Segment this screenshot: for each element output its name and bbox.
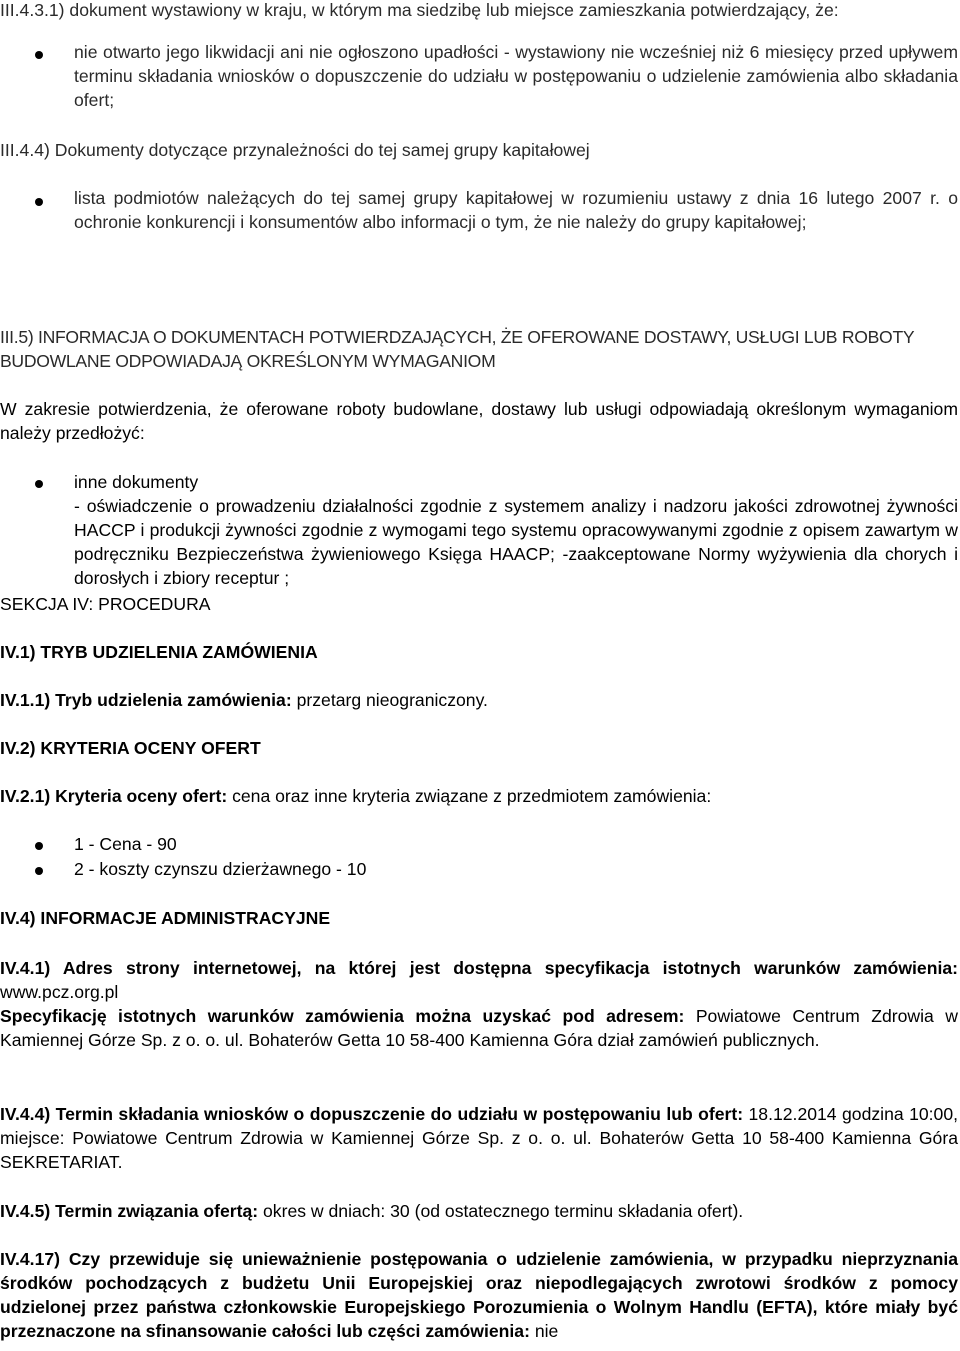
field-value: nie	[529, 1321, 559, 1341]
field-iv-4-5	[0, 1199, 958, 1223]
field-label: IV.1.1) Tryb udzielenia zamówienia:	[0, 690, 292, 710]
bullet-icon	[35, 198, 43, 206]
field-iv-2-1	[0, 784, 958, 808]
field-siwz-address	[0, 1004, 958, 1052]
field-iv-1-1	[0, 688, 958, 712]
field-value: 18.12.2014 godzina 10:00, miejsce: Powiatowe Centrum Zdrowia w Kamiennej Górze Sp. z o. o. ul. Bohaterów Getta 10 58-400 Kamienna Góra SEKRETARIAT.	[0, 1104, 958, 1172]
section-heading-iii-4-4: III.4.4) Dokumenty dotyczące przynależności do tej samej grupy kapitałowej	[0, 140, 590, 160]
field-value: przetarg nieograniczony.	[291, 690, 488, 710]
list-item: 2 - koszty czynszu dzierżawnego - 10	[74, 859, 367, 879]
bullet-icon	[35, 480, 43, 488]
list-item-title: inne dokumenty	[74, 472, 199, 492]
heading-iv-2-text: IV.2) KRYTERIA OCENY OFERT	[0, 738, 261, 758]
heading-iv-2	[0, 736, 958, 760]
section-heading-iii-5: III.5) INFORMACJA O DOKUMENTACH POTWIERDZAJĄCYCH, ŻE OFEROWANE DOSTAWY, USŁUGI LUB ROBOTY BUDOWLANE ODPOWIADAJĄ OKREŚLONYM WYMAGANIOM	[0, 327, 915, 371]
bullet-icon	[35, 51, 43, 59]
field-iv-4-4	[0, 1102, 958, 1174]
field-label: IV.4.17) Czy przewiduje się unieważnienie postępowania o udzielenie zamówienia, w przypadku nieprzyznania środków pochodzących z budżetu Unii Europejskiej oraz niepodlegających zwrotowi środków z pomocy udzielonej przez państwa członkowskie Europejskiego Porozumienia o Wolnym Handlu (EFTA), które miały być przeznaczone na sfinansowanie całości lub części zamówienia:	[0, 1249, 958, 1341]
field-label: IV.4.4) Termin składania wniosków o dopuszczenie do udziału w postępowaniu lub ofert:	[0, 1104, 744, 1124]
field-value: okres w dniach: 30 (od ostatecznego terminu składania ofert).	[258, 1201, 744, 1221]
list-item: 1 - Cena - 90	[74, 834, 177, 854]
field-iv-4-1	[0, 956, 958, 1004]
section-heading-iv: SEKCJA IV: PROCEDURA	[0, 594, 211, 614]
field-value: cena oraz inne kryteria związane z przedmiotem zamówienia:	[227, 786, 712, 806]
heading-iv-4	[0, 906, 958, 930]
heading-iv-4-text: IV.4) INFORMACJE ADMINISTRACYJNE	[0, 908, 331, 928]
section-heading-iii-4-3-1: III.4.3.1) dokument wystawiony w kraju, w którym ma siedzibę lub miejsce zamieszkania potwierdzający, że:	[0, 0, 839, 20]
field-iv-4-17	[0, 1247, 958, 1343]
section-intro: W zakresie potwierdzenia, że oferowane roboty budowlane, dostawy lub usługi odpowiadają określonym wymaganiom należy przedłożyć:	[0, 399, 958, 443]
heading-iv-1	[0, 640, 958, 664]
field-label: IV.4.1) Adres strony internetowej, na której jest dostępna specyfikacja istotnych warunków zamówienia:	[0, 958, 958, 978]
field-label: IV.2.1) Kryteria oceny ofert:	[0, 786, 228, 806]
bullet-icon	[35, 867, 43, 875]
url-link[interactable]: www.pcz.org.pl	[0, 982, 119, 1002]
field-label: Specyfikację istotnych warunków zamówienia można uzyskać pod adresem:	[0, 1006, 685, 1026]
field-label: IV.4.5) Termin związania ofertą:	[0, 1201, 259, 1221]
list-item: nie otwarto jego likwidacji ani nie ogłoszono upadłości - wystawiony nie wcześniej niż 6 miesięcy przed upływem terminu składania wniosków o dopuszczenie do udziału w postępowaniu o udzielenie zamówienia albo składania ofert;	[74, 42, 958, 110]
list-item: lista podmiotów należących do tej samej grupy kapitałowej w rozumieniu ustawy z dnia 16 lutego 2007 r. o ochronie konkurencji i konsumentów albo informacji o tym, że nie należy do grupy kapitałowej;	[74, 188, 958, 232]
field-value: Powiatowe Centrum Zdrowia w Kamiennej Górze Sp. z o. o. ul. Bohaterów Getta 10 58-400 Kamienna Góra dział zamówień publicznych.	[0, 1006, 958, 1050]
list-item-body: - oświadczenie o prowadzeniu działalności zgodnie z systemem analizy i nadzoru jakości zdrowotnej żywności HACCP i produkcji żywności zgodnie z wymogami tego systemu opracowywanymi zgodnie z opisem zawartym w podręczniku Bezpieczeństwa żywieniowego Księga HAACP; -zaakceptowane Normy wyżywienia dla chorych i dorosłych i zbiory receptur ;	[74, 496, 958, 588]
bullet-icon	[35, 842, 43, 850]
heading-iv-1-text: IV.1) TRYB UDZIELENIA ZAMÓWIENIA	[0, 642, 318, 662]
